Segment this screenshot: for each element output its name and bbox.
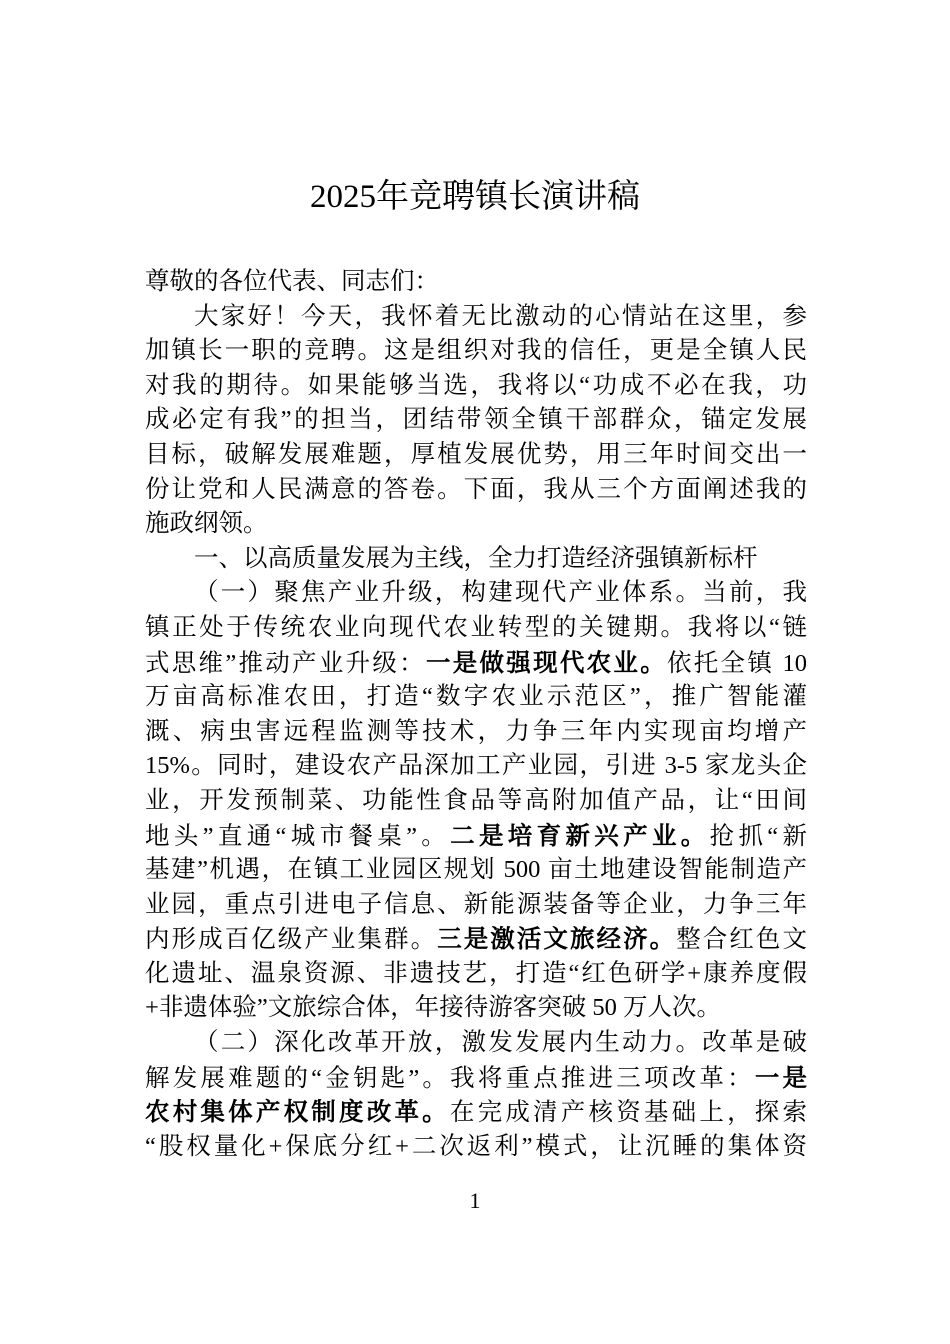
text-segment: 尊敬的各位代表、同志们： <box>145 268 439 295</box>
text-segment: 一、以高质量发展为主线，全力打造经济强镇新标杆 <box>194 544 758 572</box>
text-segment: 业园，重点引进电子信息、新能源装备等企业，力争三年 <box>145 890 807 918</box>
text-line <box>145 265 807 300</box>
text-segment: （一）聚焦产业升级，构建现代产业体系。当前，我 <box>194 579 807 607</box>
text-line <box>145 369 807 404</box>
bold-text: 一是做强现代农业。 <box>425 647 667 677</box>
text-segment: 大家好！今天，我怀着无比激动的心情站在这里，参 <box>194 302 807 330</box>
text-line <box>145 680 807 715</box>
text-segment: 在完成清产核资基础上，探索 <box>449 1099 807 1127</box>
text-segment: 地头”直通“城市餐桌”。 <box>145 822 451 850</box>
text-line <box>145 715 807 750</box>
text-segment: 万亩高标准农田，打造“数字农业示范区”，推广智能灌 <box>145 683 807 711</box>
text-segment: （二）深化改革开放，激发发展内生动力。改革是破 <box>194 1029 807 1057</box>
text-line <box>145 473 807 508</box>
document-body <box>145 265 807 1164</box>
text-line <box>145 1095 807 1130</box>
text-segment: 基建”机遇，在镇工业园区规划 500 亩土地建设智能制造产 <box>145 856 807 884</box>
text-line <box>145 784 807 819</box>
text-segment: 抢抓“新 <box>709 822 807 850</box>
text-segment: 业，开发预制菜、功能性食品等高附加值产品，让“田间 <box>145 786 807 814</box>
text-segment: 整合红色文 <box>676 926 807 954</box>
bold-text: 三是激活文旅经济。 <box>437 924 677 954</box>
text-segment: 解发展难题的“金钥匙”。我将重点推进三项改革： <box>145 1064 755 1092</box>
text-line <box>145 853 807 888</box>
text-line <box>145 1130 807 1165</box>
text-line <box>145 957 807 992</box>
text-segment: 加镇长一职的竞聘。这是组织对我的信任，更是全镇人民 <box>145 337 807 365</box>
text-segment: 施政纲领。 <box>145 510 268 538</box>
text-line <box>145 749 807 784</box>
bold-text: 二是培育新兴产业。 <box>450 820 710 850</box>
text-segment: 目标，破解发展难题，厚植发展优势，用三年时间交出一 <box>145 440 807 468</box>
text-line <box>145 576 807 611</box>
text-segment: 式思维”推动产业升级： <box>145 649 426 677</box>
text-segment: 对我的期待。如果能够当选，我将以“功成不必在我，功 <box>145 371 807 399</box>
text-line <box>145 300 807 335</box>
text-line <box>145 819 807 854</box>
page-number: 1 <box>469 1188 481 1213</box>
text-segment: 溉、病虫害远程监测等技术，力争三年内实现亩均增产 <box>145 717 807 745</box>
text-segment: “股权量化+保底分红+二次返利”模式，让沉睡的集体资 <box>145 1132 807 1160</box>
text-segment: 依托全镇 10 <box>667 649 808 677</box>
text-segment: +非遗体验”文旅综合体，年接待游客突破 50 万人次。 <box>145 994 721 1022</box>
text-line <box>145 922 807 957</box>
text-segment: 化遗址、温泉资源、非遗技艺，打造“红色研学+康养度假 <box>145 959 807 987</box>
text-segment: 15%。同时，建设农产品深加工产业园，引进 3-5 家龙头企 <box>145 752 807 780</box>
text-line <box>145 611 807 646</box>
text-segment: 成必定有我”的担当，团结带领全镇干部群众，锚定发展 <box>145 406 807 434</box>
text-line <box>145 438 807 473</box>
text-line <box>145 646 807 681</box>
text-segment: 份让党和人民满意的答卷。下面，我从三个方面阐述我的 <box>145 475 807 503</box>
text-line <box>145 403 807 438</box>
text-line <box>145 542 807 577</box>
text-segment: 镇正处于传统农业向现代农业转型的关键期。我将以“链 <box>145 613 807 641</box>
text-line <box>145 507 807 542</box>
bold-text: 农村集体产权制度改革。 <box>145 1097 450 1127</box>
document-title: 2025年竞聘镇长演讲稿 <box>310 179 640 215</box>
text-segment: 内形成百亿级产业集群。 <box>145 926 438 954</box>
text-line <box>145 1026 807 1061</box>
text-line <box>145 991 807 1026</box>
text-line <box>145 888 807 923</box>
text-line <box>145 334 807 369</box>
text-line <box>145 1061 807 1096</box>
bold-text: 一是 <box>754 1062 808 1092</box>
